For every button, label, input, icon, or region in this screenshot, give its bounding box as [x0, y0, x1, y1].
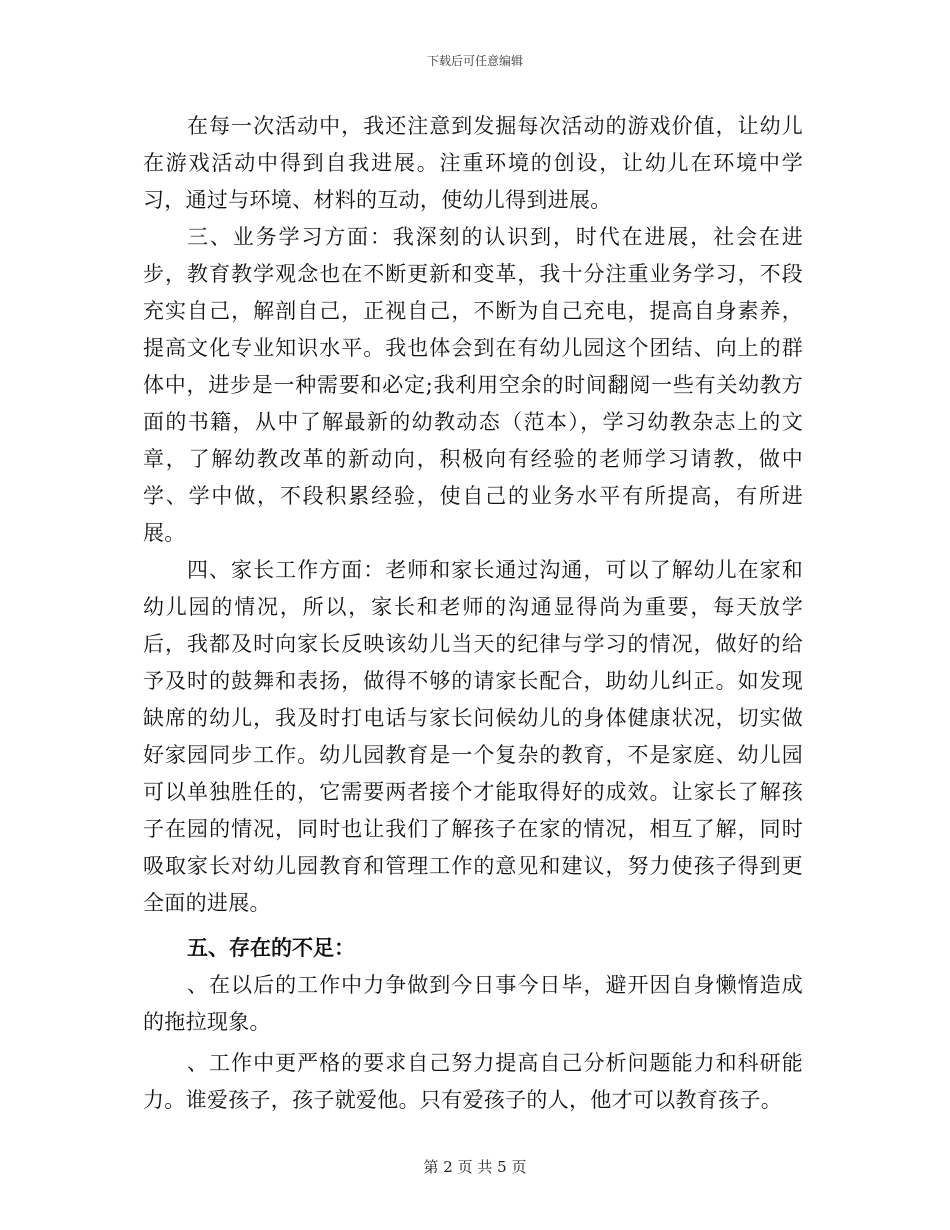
list-item-shortcoming-1: 、在以后的工作中力争做到今日事今日毕，避开因自身懒惰造成的拖拉现象。 [143, 973, 803, 1034]
page-footer: 第 2 页 共 5 页 [423, 1158, 527, 1176]
section-heading-shortcomings: 五、存在的不足： [187, 936, 355, 960]
page-header: 下载后可任意编辑 [426, 54, 523, 68]
paragraph-study: 三、业务学习方面：我深刻的认识到，时代在进展，社会在进步，教育教学观念也在不断更新和变革，我十分注重业务学习，不段充实自己，解剖自己，正视自己，不断为自己充电，提高自身素养，提高文化专业知识水平。我也体会到在有幼儿园这个团结、向上的群体中，进步是一种需要和必定;我利用空余的时间翻阅一些有关幼教方面的书籍，从中了解最新的幼教动态（范本），学习幼教杂志上的文章，了解幼教改革的新动向，积极向有经验的老师学习请教，做中学、学中做，不段积累经验，使自己的业务水平有所提高，有所进展。 [143, 225, 803, 545]
list-item-shortcoming-2: 、工作中更严格的要求自己努力提高自己分析问题能力和科研能力。谁爱孩子，孩子就爱他。只有爱孩子的人，他才可以教育孩子。 [143, 1051, 803, 1112]
paragraph-activities: 在每一次活动中，我还注意到发掘每次活动的游戏价值，让幼儿在游戏活动中得到自我进展。注重环境的创设，让幼儿在环境中学习，通过与环境、材料的互动，使幼儿得到进展。 [143, 114, 803, 212]
paragraph-parents: 四、家长工作方面：老师和家长通过沟通，可以了解幼儿在家和幼儿园的情况，所以，家长和老师的沟通显得尚为重要，每天放学后，我都及时向家长反映该幼儿当天的纪律与学习的情况，做好的给予及时的鼓舞和表扬，做得不够的请家长配合，助幼儿纠正。如发现缺席的幼儿，我及时打电话与家长问候幼儿的身体健康状况，切实做好家园同步工作。幼儿园教育是一个复杂的教育，不是家庭、幼儿园可以单独胜任的，它需要两者接个才能取得好的成效。让家长了解孩子在园的情况，同时也让我们了解孩子在家的情况，相互了解，同时吸取家长对幼儿园教育和管理工作的意见和建议，努力使孩子得到更全面的进展。 [143, 558, 803, 915]
document-body [143, 108, 803, 1119]
